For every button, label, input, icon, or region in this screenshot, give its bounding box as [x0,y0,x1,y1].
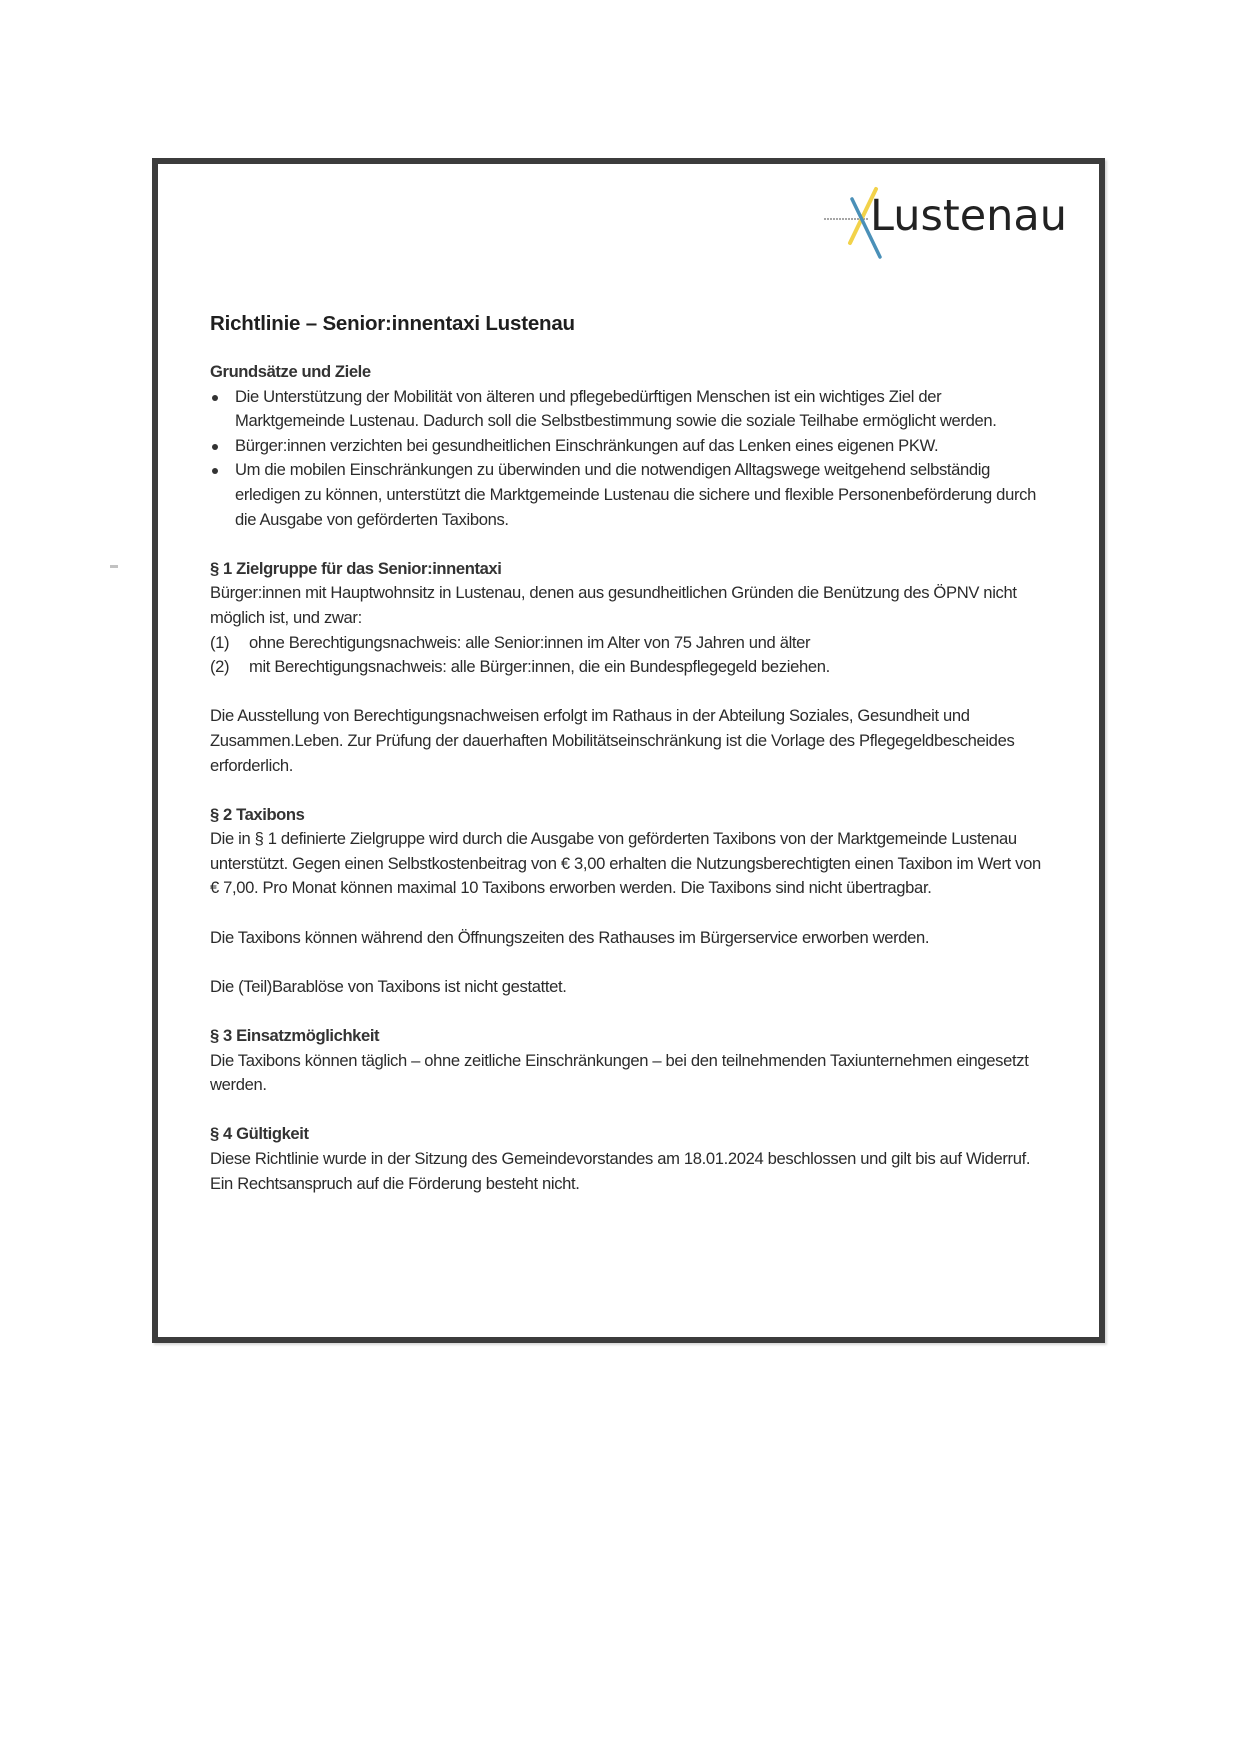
bullet-item: Um die mobilen Einschränkungen zu überwinden und die notwendigen Alltagswege weitgehend selbständig erledigen zu können, unterstützt die Marktgemeinde Lustenau die sichere und flexible Personenbeförderung durch die Ausgabe von geförderten Taxibons. [210,458,1050,532]
section-1-list [210,631,1050,680]
item-number: (1) [210,632,230,652]
section-1-paragraph-2: Die Ausstellung von Berechtigungsnachweisen erfolgt im Rathaus in der Abteilung Soziales, Gesundheit und Zusammen.Leben. Zur Prüfung der dauerhaften Mobilitätseinschränkung ist die Vorlage des Pflegegeldbescheides erforderlich. [210,706,1015,775]
document-body [210,310,1050,1196]
intro-heading: Grundsätze und Ziele [210,362,371,381]
numbered-item [210,655,1050,680]
numbered-item [210,631,1050,656]
section-3-heading: § 3 Einsatzmöglichkeit [210,1026,380,1046]
section-2-paragraph-1: Die in § 1 definierte Zielgruppe wird durch die Ausgabe von geförderten Taxibons von der Marktgemeinde Lustenau unterstützt. Gegen einen Selbstkostenbeitrag von € 3,00 erhalten die Nutzungsberechtigten einen Taxibon im Wert von € 7,00. Pro Monat können maximal 10 Taxibons erworben werden. Die Taxibons sind nicht übertragbar. [210,829,1041,898]
bullet-item: Bürger:innen verzichten bei gesundheitlichen Einschränkungen auf das Lenken eines eigenen PKW. [210,434,1050,459]
section-2-paragraph-2: Die Taxibons können während den Öffnungszeiten des Rathauses im Bürgerservice erworben werden. [210,927,930,947]
section-1-text: Bürger:innen mit Hauptwohnsitz in Lustenau, denen aus gesundheitlichen Gründen die Benützung des ÖPNV nicht möglich ist, und zwar: [210,583,1017,627]
section-1-heading: § 1 Zielgruppe für das Senior:innentaxi [210,558,502,578]
document-title: Richtlinie – Senior:innentaxi Lustenau [210,312,575,335]
item-text: ohne Berechtigungsnachweis: alle Senior:innen im Alter von 75 Jahren und älter [249,632,811,652]
item-number: (2) [210,657,230,677]
section-4-text: Diese Richtlinie wurde in der Sitzung des Gemeindevorstandes am 18.01.2024 beschlossen und gilt bis auf Widerruf. Ein Rechtsanspruch auf die Förderung besteht nicht. [210,1149,1031,1193]
scan-artifact [110,565,118,568]
section-2-paragraph-3: Die (Teil)Barablöse von Taxibons ist nicht gestattet. [210,976,567,996]
bullet-item: Die Unterstützung der Mobilität von älteren und pflegebedürftigen Menschen ist ein wichtiges Ziel der Marktgemeinde Lustenau. Dadurch soll die Selbstbestimmung sowie die soziale Teilhabe ermöglicht werden. [210,385,1050,434]
intro-bullet-list [210,385,1050,533]
section-2-heading: § 2 Taxibons [210,804,305,824]
lustenau-logo [820,185,1068,265]
section-3-text: Die Taxibons können täglich – ohne zeitliche Einschränkungen – bei den teilnehmenden Taxiunternehmen eingesetzt werden. [210,1050,1029,1095]
item-text: mit Berechtigungsnachweis: alle Bürger:innen, die ein Bundespflegegeld beziehen. [249,657,830,677]
logo-wordmark: Lustenau [870,191,1068,241]
section-4-heading: § 4 Gültigkeit [210,1124,309,1144]
